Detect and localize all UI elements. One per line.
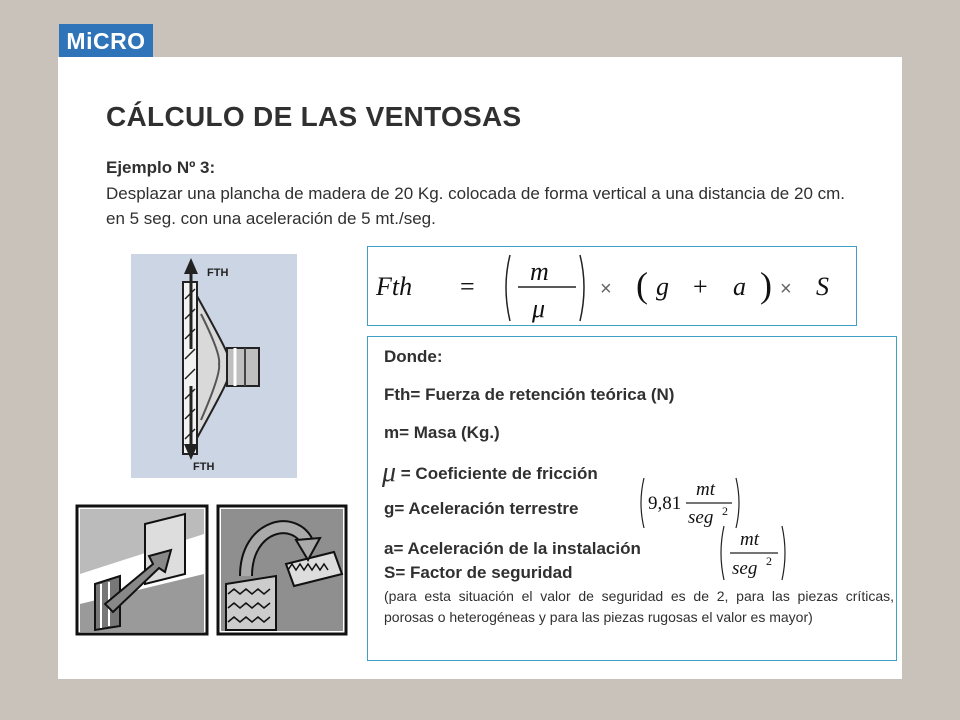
example-description: Desplazar una plancha de madera de 20 Kg. colocada de forma vertical a una distancia de 20 cm. en 5 seg. con una aceleración de 5 mt./seg. xyxy=(106,184,846,228)
example-heading: Ejemplo Nº 3: xyxy=(106,158,216,177)
slide xyxy=(58,57,902,679)
definition-mu-row xyxy=(382,457,598,489)
formula-s: S xyxy=(816,272,829,301)
force-label-bottom: FTH xyxy=(193,461,215,473)
svg-text:2: 2 xyxy=(722,504,728,518)
definitions-box xyxy=(367,336,897,661)
definition-g: g= Aceleración terrestre xyxy=(384,499,579,518)
svg-text:seg: seg xyxy=(732,558,758,579)
suction-cup-illustration xyxy=(131,254,297,478)
pick-rotate-icon xyxy=(216,504,348,636)
slide-title: CÁLCULO DE LAS VENTOSAS xyxy=(106,101,522,132)
g-value: 9,81 xyxy=(648,493,682,514)
formula-equals: = xyxy=(460,272,475,301)
svg-text:mt: mt xyxy=(696,479,715,500)
svg-text:seg: seg xyxy=(688,507,714,528)
a-unit-formula xyxy=(718,523,790,583)
safety-factor-note: (para esta situación el valor de seguridad es de 2, para las piezas críticas, porosas o heterogéneas y para las piezas rugosas el valor es mayor) xyxy=(384,588,894,625)
definition-s: S= Factor de seguridad xyxy=(384,563,573,582)
svg-text:): ) xyxy=(760,265,772,305)
svg-text:mt: mt xyxy=(740,529,759,550)
formula-box xyxy=(367,246,857,326)
micro-logo: MiCRO xyxy=(59,24,153,58)
formula-denominator: μ xyxy=(532,294,546,323)
definitions-heading: Donde: xyxy=(384,347,443,366)
svg-text:(: ( xyxy=(636,265,648,305)
definition-fth: Fth= Fuerza de retención teórica (N) xyxy=(384,385,675,404)
definition-mu: = Coeficiente de fricción xyxy=(396,464,598,483)
formula-times-2: × xyxy=(780,278,792,300)
move-horizontal-icon xyxy=(75,504,209,636)
definition-m: m= Masa (Kg.) xyxy=(384,423,500,442)
force-label-top: FTH xyxy=(207,267,229,279)
formula-g: g xyxy=(656,272,669,301)
formula-times-1: × xyxy=(600,278,612,300)
formula-numerator: m xyxy=(530,257,549,286)
svg-text:2: 2 xyxy=(766,554,772,568)
formula-plus: + xyxy=(693,272,708,301)
mu-symbol: μ xyxy=(382,457,397,488)
formula-lhs: Fth xyxy=(376,272,413,301)
definition-a: a= Aceleración de la instalación xyxy=(384,539,641,558)
formula-a: a xyxy=(733,272,746,301)
